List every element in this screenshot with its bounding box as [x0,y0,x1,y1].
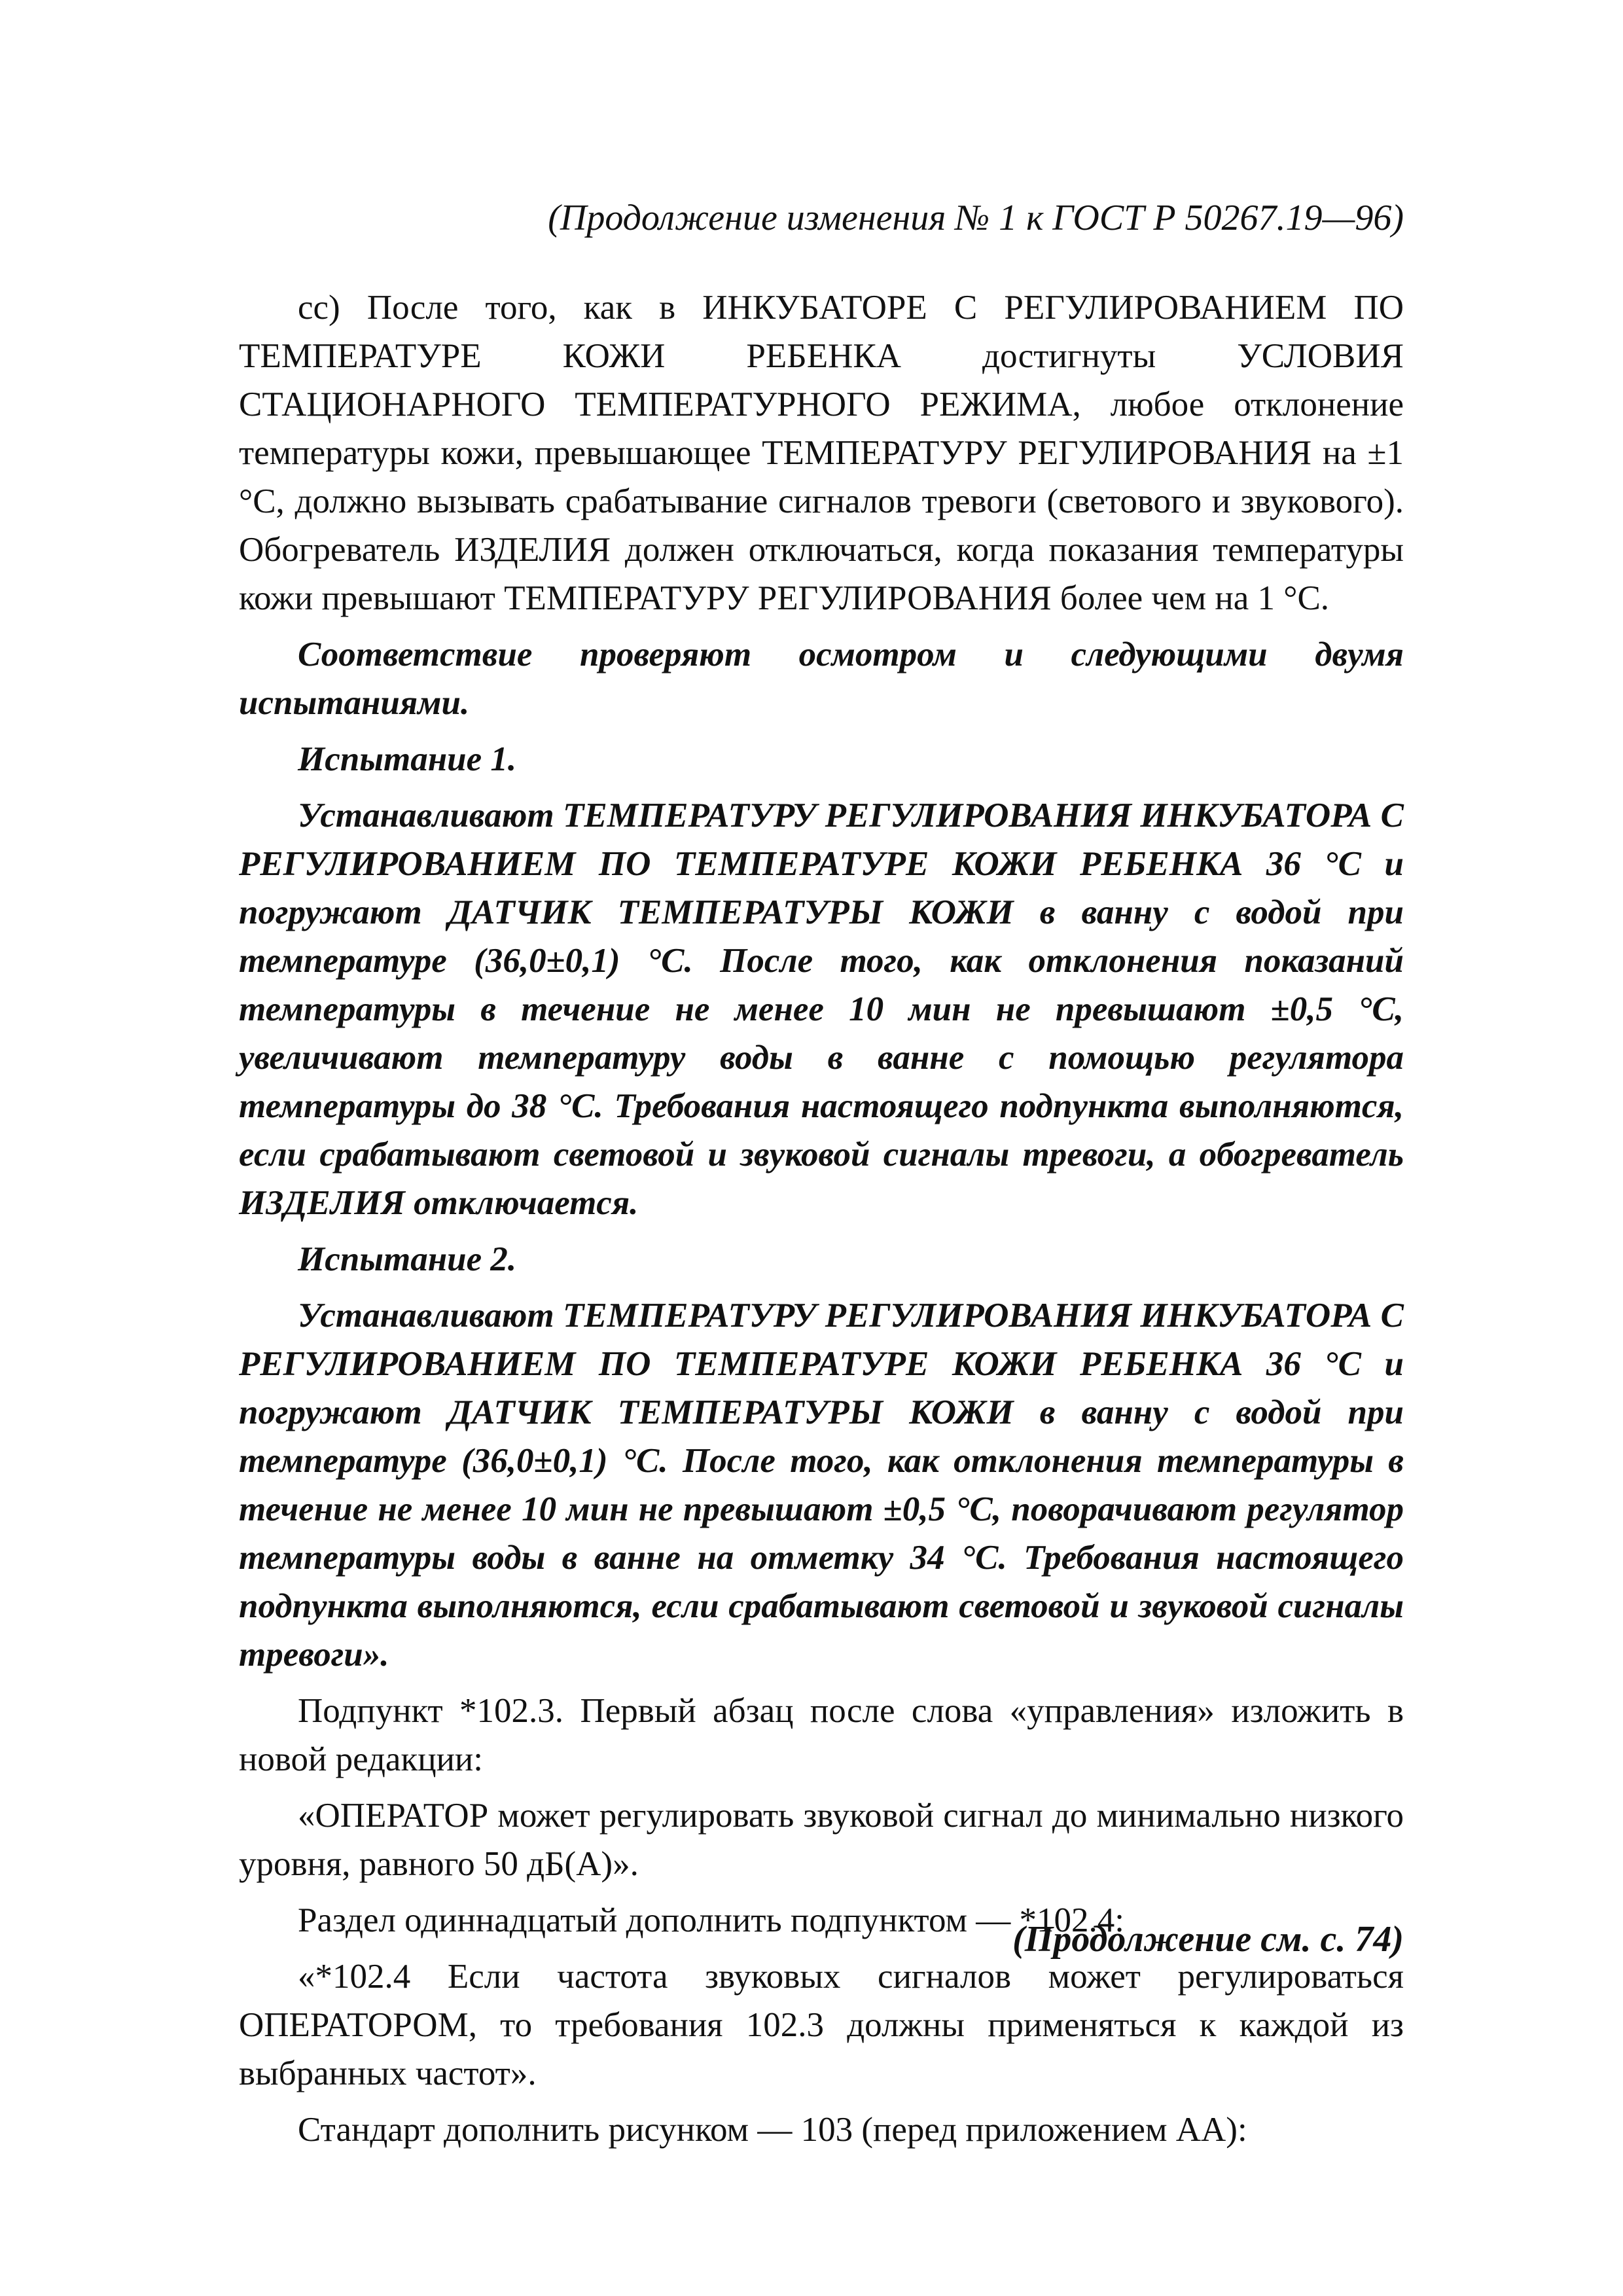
paragraph-section-addition: Раздел одиннадцатый дополнить подпунктом — *102.4: [298,1901,1125,1940]
paragraph-figure-addition: Стандарт дополнить рисунком — 103 (перед приложением АА): [298,2111,1247,2149]
paragraph-cc: cc) После того, как в ИНКУБАТОРЕ С РЕГУЛИРОВАНИЕМ ПО ТЕМПЕРАТУРЕ КОЖИ РЕБЕНКА достигнуты УСЛОВИЯ СТАЦИОНАРНОГО ТЕМПЕРАТУРНОГО РЕЖИМА, любое отклонение температуры кожи, превышающее ТЕМПЕРАТУРУ РЕГУЛИРОВАНИЯ на ±1 °С, должно вызывать срабатывание сигналов тревоги (светового и звукового). Обогреватель ИЗДЕЛИЯ должен отключаться, когда показания температуры кожи превышают ТЕМПЕРАТУРУ РЕГУЛИРОВАНИЯ более чем на 1 °С. [239,289,1404,618]
paragraph-compliance: Соответствие проверяют осмотром и следующими двумя испытаниями. [239,636,1404,723]
paragraph-test-1-title: Испытание 1. [298,740,517,779]
paragraph-operator-alarm: «ОПЕРАТОР может регулировать звуковой сигнал до минимально низкого уровня, равного 50 дБ(А)». [239,1797,1404,1884]
paragraph-test-1-body: Устанавливают ТЕМПЕРАТУРУ РЕГУЛИРОВАНИЯ ИНКУБАТОРА С РЕГУЛИРОВАНИЕМ ПО ТЕМПЕРАТУРЕ КОЖИ РЕБЕНКА 36 °С и погружают ДАТЧИК ТЕМПЕРАТУРЫ КОЖИ в ванну с водой при температуре (36,0±0,1) °С. После того, как отклонения показаний температуры в течение не менее 10 мин не превышают ±0,5 °С, увеличивают температуру воды в ванне с помощью регулятора температуры до 38 °С. Требования настоящего подпункта выполняются, если срабатывают световой и звуковой сигналы тревоги, а обогреватель ИЗДЕЛИЯ отключается. [239,797,1404,1223]
document-page [239,196,1404,2162]
paragraph-subclause-102-4: «*102.4 Если частота звуковых сигналов может регулироваться ОПЕРАТОРОМ, то требования 102.3 должны применяться к каждой из выбранных частот». [239,1958,1404,2093]
paragraph-test-2-title: Испытание 2. [298,1240,517,1279]
paragraph-test-2-body: Устанавливают ТЕМПЕРАТУРУ РЕГУЛИРОВАНИЯ ИНКУБАТОРА С РЕГУЛИРОВАНИЕМ ПО ТЕМПЕРАТУРЕ КОЖИ РЕБЕНКА 36 °С и погружают ДАТЧИК ТЕМПЕРАТУРЫ КОЖИ в ванну с водой при температуре (36,0±0,1) °С. После того, как отклонения температуры в течение не менее 10 мин не превышают ±0,5 °С, поворачивают регулятор температуры воды в ванне на отметку 34 °С. Требования настоящего подпункта выполняются, если срабатывают световой и звуковой сигналы тревоги». [239,1297,1404,1674]
page-footer: (Продолжение см. с. 74) [1012,1919,1404,1960]
paragraph-subclause-102-3: Подпункт *102.3. Первый абзац после слова «управления» изложить в новой редакции: [239,1692,1404,1779]
page-header: (Продолжение изменения № 1 к ГОСТ Р 50267.19—96) [548,198,1404,238]
